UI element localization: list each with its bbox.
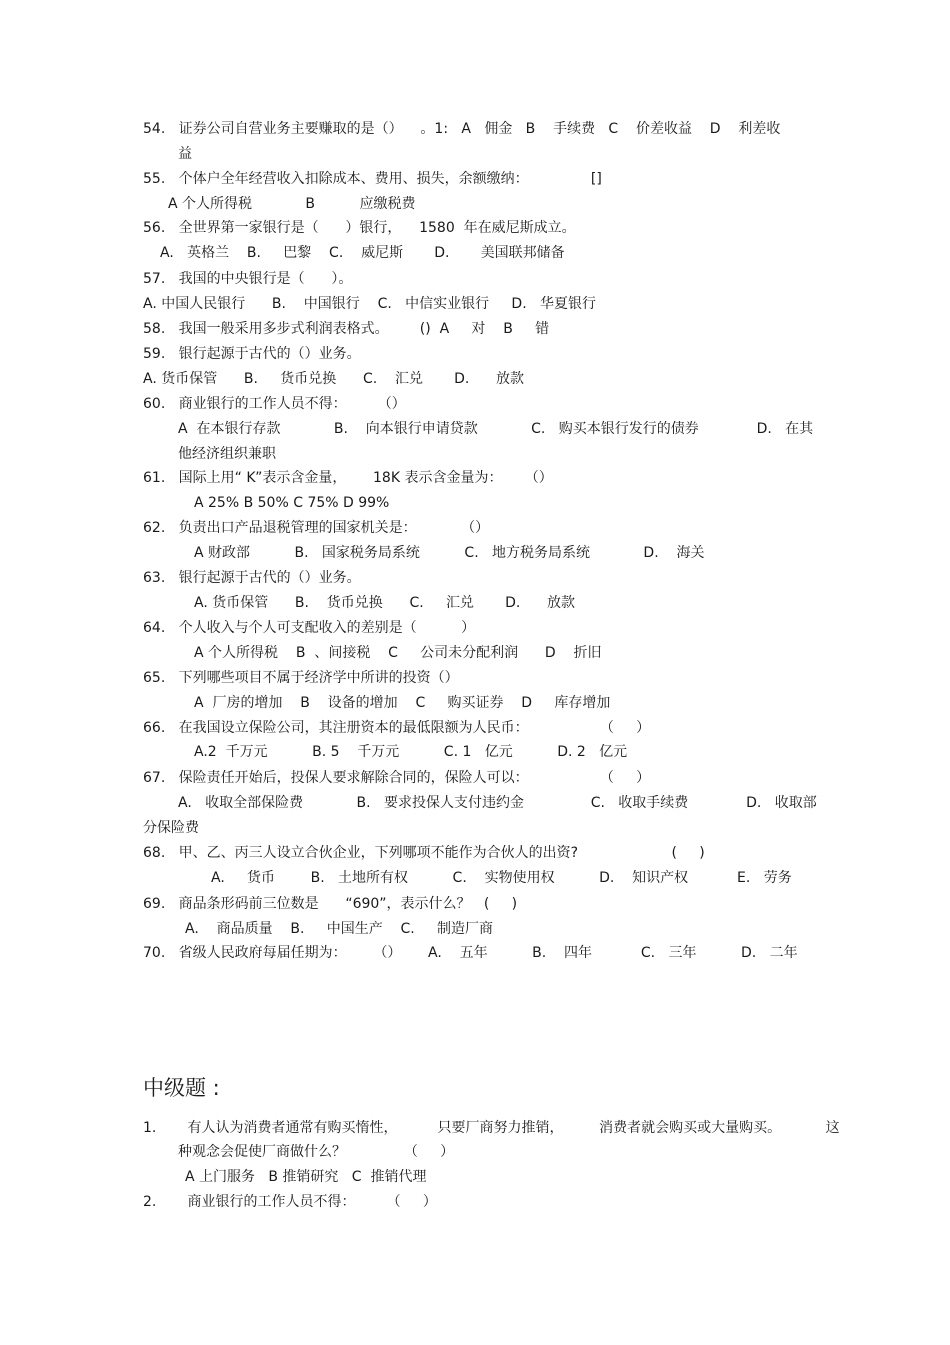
- question-60-options: A 在本银行存款 B. 向本银行申请贷款 C. 购买本银行发行的债券 D. 在其: [178, 421, 814, 437]
- question-56-line-1: 56. 全世界第一家银行是（ ）银行， 1580 年在威尼斯成立。: [143, 220, 576, 236]
- question-67-line-1: 67. 保险责任开始后，投保人要求解除合同的，保险人可以： （ ）: [143, 770, 651, 786]
- question-64-line-1: 64. 个人收入与个人可支配收入的差别是（ ）: [143, 620, 476, 636]
- question-70-line-1: 70. 省级人民政府每届任期为： （） A. 五年 B. 四年 C. 三年 D. 二年: [143, 945, 798, 961]
- section-heading: 中级题 :: [143, 1076, 220, 1100]
- question-62-options: A 财政部 B. 国家税务局系统 C. 地方税务局系统 D. 海关: [194, 545, 705, 561]
- question-58-line-1: 58. 我国一般采用多步式利润表格式。 () A 对 B 错: [143, 321, 550, 337]
- question-66-options: A.2 千万元 B. 5 千万元 C. 1 亿元 D. 2 亿元: [194, 744, 628, 760]
- question-61-line-1: 61. 国际上用“ K”表示含金量， 18K 表示含金量为： （）: [143, 470, 553, 486]
- question-60-options-cont: 他经济组织兼职: [178, 446, 276, 462]
- question-63-options: A. 货币保管 B. 货币兑换 C. 汇兑 D. 放款: [194, 595, 576, 611]
- question-69-options: A. 商品质量 B. 中国生产 C. 制造厂商: [185, 921, 493, 937]
- question-67-options-cont: 分保险费: [143, 820, 199, 836]
- question-54-line-2: 益: [178, 146, 192, 162]
- question-68-line-1: 68. 甲、乙、丙三人设立合伙企业，下列哪项不能作为合伙人的出资? ( ): [143, 845, 705, 861]
- question-62-line-1: 62. 负责出口产品退税管理的国家机关是： （）: [143, 520, 490, 536]
- question-61-options: A 25% B 50% C 75% D 99%: [194, 495, 390, 511]
- question-54-line-1: 54. 证券公司自营业务主要赚取的是（） 。1: A 佣金 B 手续费 C 价差收益 D 利差收: [143, 121, 781, 137]
- question-65-line-1: 65. 下列哪些项目不属于经济学中所讲的投资（）: [143, 670, 459, 686]
- question-60-line-1: 60. 商业银行的工作人员不得： （）: [143, 396, 406, 412]
- question-57-line-1: 57. 我国的中央银行是（ ）。: [143, 271, 353, 287]
- question-59-line-1: 59. 银行起源于古代的（）业务。: [143, 346, 361, 362]
- question-69-line-1: 69. 商品条形码前三位数是 “690”，表示什么？ ( ): [143, 896, 518, 912]
- question-64-options: A 个人所得税 B 、间接税 C 公司未分配利润 D 折旧: [194, 645, 602, 661]
- intermediate-question-1-options: A 上门服务 B 推销研究 C 推销代理: [185, 1169, 427, 1185]
- question-67-options: A. 收取全部保险费 B. 要求投保人支付违约金 C. 收取手续费 D. 收取部: [178, 795, 817, 811]
- intermediate-question-2-line-1: 2. 商业银行的工作人员不得： （ ）: [143, 1194, 437, 1210]
- question-65-options: A 厂房的增加 B 设备的增加 C 购买证券 D 库存增加: [194, 695, 611, 711]
- intermediate-question-1-line-2: 种观念会促使厂商做什么？ （ ）: [178, 1144, 455, 1160]
- question-59-options: A. 货币保管 B. 货币兑换 C. 汇兑 D. 放款: [143, 371, 525, 387]
- question-56-options: A. 英格兰 B. 巴黎 C. 威尼斯 D. 美国联邦储备: [160, 245, 565, 261]
- question-66-line-1: 66. 在我国设立保险公司，其注册资本的最低限额为人民币： （ ）: [143, 720, 651, 736]
- question-55-options: A 个人所得税 B 应缴税费: [168, 196, 416, 212]
- question-63-line-1: 63. 银行起源于古代的（）业务。: [143, 570, 361, 586]
- question-55-line-1: 55. 个体户全年经营收入扣除成本、费用、损失，余额缴纳： []: [143, 171, 602, 187]
- question-57-options: A. 中国人民银行 B. 中国银行 C. 中信实业银行 D. 华夏银行: [143, 296, 596, 312]
- intermediate-question-1-line-1: 1. 有人认为消费者通常有购买惰性， 只要厂商努力推销， 消费者就会购买或大量购买。 这: [143, 1120, 840, 1136]
- question-68-options: A. 货币 B. 土地所有权 C. 实物使用权 D. 知识产权 E. 劳务: [211, 870, 792, 886]
